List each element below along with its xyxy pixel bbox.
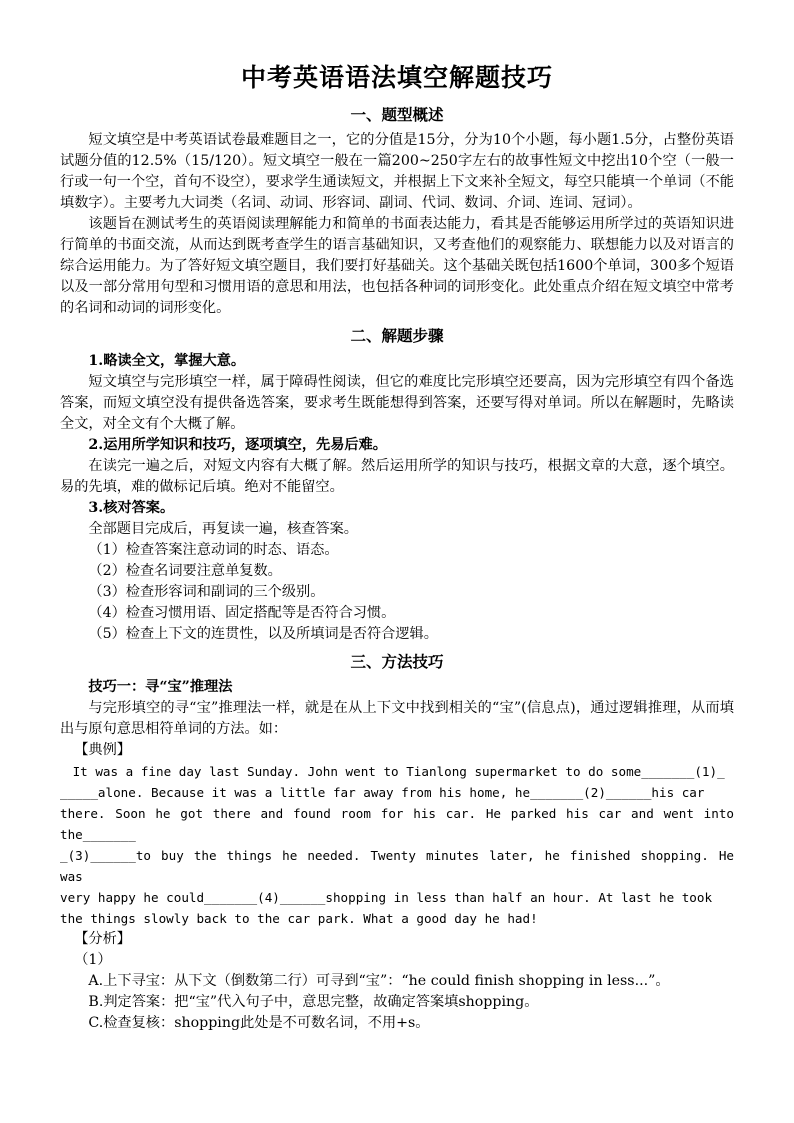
step-2-title: 2.运用所学知识和技巧，逐项填空，先易后难。	[88, 437, 387, 453]
analysis-item-a: A.上下寻宝：从下文（倒数第二行）可寻到“宝”：“he could finish shopping in less...”。	[88, 973, 670, 989]
analysis-item-b: B.判定答案：把“宝”代入句子中，意思完整，故确定答案填shopping。	[88, 994, 539, 1010]
step-3-text: 全部题目完成后，再复读一遍，核查答案。	[88, 521, 358, 537]
example-passage	[60, 761, 734, 929]
document-title: 中考英语语法填空解题技巧	[240, 63, 553, 92]
example-line-5: very happy he could_______(4)______shopping in less than half an hour. At last he took	[60, 890, 713, 905]
technique-title: 技巧一：寻“宝”推理法	[88, 679, 233, 695]
example-line-4: _(3)______to buy the things he needed. Twenty minutes later, he finished shopping. He was	[60, 848, 734, 884]
overview-paragraph-2: 该题旨在测试考生的英语阅读理解能力和简单的书面表达能力，看其是否能够运用所学过的英语知识进行简单的书面交流，从而达到既考查学生的语言基础知识，又考查他们的观察能力、联想能力以及对语言的综合运用能力。为了答好短文填空题目，我们要打好基础关。这个基础关既包括1600个单词，300多个短语以及一部分常用句型和习惯用语的意思和用法，也包括各种词的词形变化。此处重点介绍在短文填空中常考的名词和动词的词形变化。	[60, 216, 734, 316]
step-2-text: 在读完一遍之后，对短文内容有大概了解。然后运用所学的知识与技巧，根据文章的大意，逐个填空。易的先填，难的做标记后填。绝对不能留空。	[60, 458, 734, 495]
technique-text: 与完形填空的寻“宝”推理法一样，就是在从上下文中找到相关的“宝”(信息点)，通过逻辑推理，从而填出与原句意思相符单词的方法。如：	[60, 700, 734, 737]
section-heading-techniques: 三、方法技巧	[350, 653, 444, 671]
example-line-1: It was a fine day last Sunday. John went to Tianlong supermarket to do some_______(1)_	[72, 764, 725, 779]
analysis-label: 【分析】	[74, 931, 131, 947]
step-3-title: 3.核对答案。	[88, 500, 175, 516]
document-page	[60, 58, 734, 1034]
step-1-text: 短文填空与完形填空一样，属于障碍性阅读，但它的难度比完形填空还要高，因为完形填空有四个备选答案，而短文填空没有提供备选答案，要求考生既能想得到答案，还要写得对单词。所以在解题时，先略读全文，对全文有个大概了解。	[60, 374, 734, 432]
example-line-3: there. Soon he got there and found room for his car. He parked his car and went into the_______	[60, 806, 734, 842]
check-item-1: （1）检查答案注意动词的时态、语态。	[88, 542, 339, 558]
analysis-number: （1）	[74, 952, 112, 968]
check-item-5: （5）检查上下文的连贯性，以及所填词是否符合逻辑。	[88, 626, 438, 642]
check-item-3: （3）检查形容词和副词的三个级别。	[88, 584, 325, 600]
section-heading-steps: 二、解题步骤	[350, 327, 444, 345]
example-line-6: the things slowly back to the car park. What a good day he had!	[60, 911, 538, 926]
check-item-2: （2）检查名词要注意单复数。	[88, 563, 282, 579]
step-1-title: 1.略读全文，掌握大意。	[88, 353, 246, 369]
analysis-item-c: C.检查复核：shopping此处是不可数名词，不用+s。	[88, 1015, 430, 1031]
overview-paragraph-1: 短文填空是中考英语试卷最难题目之一，它的分值是15分，分为10个小题，每小题1.5分，占整份英语试题分值的12.5%（15/120）。短文填空一般在一篇200~250字左右的故事性短文中挖出10个空（一般一行或一句一个空，首句不设空），要求学生通读短文，并根据上下文来补全短文，每空只能填一个单词（不能填数字）。主要考九大词类（名词、动词、形容词、副词、代词、数词、介词、连词、冠词）。	[60, 132, 734, 211]
example-line-2: _____alone. Because it was a little far away from his home, he_______(2)______his car	[60, 785, 705, 800]
section-heading-overview: 一、题型概述	[350, 106, 444, 124]
example-label: 【典例】	[74, 742, 131, 758]
check-item-4: （4）检查习惯用语、固定搭配等是否符合习惯。	[88, 605, 396, 621]
